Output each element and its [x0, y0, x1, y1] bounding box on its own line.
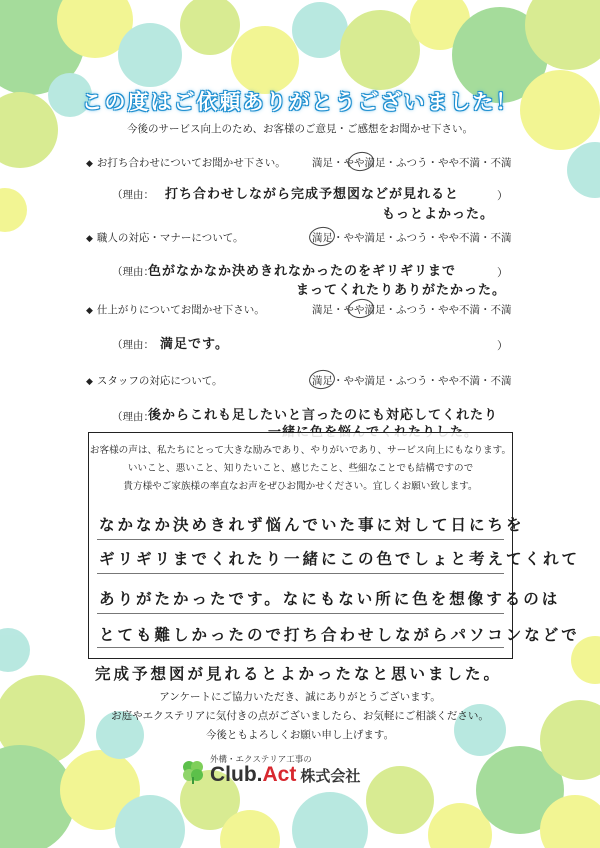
- question-2: [86, 230, 244, 245]
- ruled-line: [97, 573, 504, 574]
- ruled-line: [97, 539, 504, 540]
- question-3: [86, 302, 265, 317]
- question-label: スタッフの対応について。: [96, 375, 223, 387]
- comment-line: とても難しかったので打ち合わせしながらパソコンなどで: [99, 625, 580, 644]
- footer-consult: お庭やエクステリアに気付きの点がございましたら、お気軽にご相談ください。: [111, 710, 489, 722]
- subtitle: 今後のサービス向上のため、お客様のご意見・ご感想をお聞かせ下さい。: [126, 123, 474, 135]
- comment-line: ありがたかったです。なにもない所に色を想像するのは: [99, 589, 561, 608]
- comment-line: 完成予想図が見れるとよかったなと思いました。: [95, 664, 503, 683]
- page-title: この度はご依頼ありがとうございました！: [81, 90, 519, 114]
- comment-box: [88, 432, 581, 659]
- question-label: お打ち合わせについてお聞かせ下さい。: [96, 157, 286, 169]
- rating-scale: 満足・やや満足・ふつう・やや不満・不満: [312, 157, 512, 169]
- question-label: 職人の対応・マナーについて。: [96, 232, 244, 244]
- clover-logo-icon: [180, 759, 206, 785]
- rating-scale: 満足・やや満足・ふつう・やや不満・不満: [312, 375, 512, 387]
- rating-scale: 満足・やや満足・ふつう・やや不満・不満: [312, 232, 512, 244]
- reason-label: （理由：: [112, 339, 154, 351]
- logo-brand: Club.Act 株式会社: [210, 763, 361, 786]
- diamond-bullet-icon: ◆: [86, 306, 93, 316]
- footer-thanks: アンケートにご協力いただき、誠にありがとうございます。: [159, 691, 441, 703]
- reason-text: まってくれたりありがたかった。: [296, 283, 507, 298]
- comment-intro: いいこと、悪いこと、知りたいこと、感じたこと、些細なことでも結構ですので: [127, 463, 474, 474]
- diamond-bullet-icon: ◆: [86, 377, 93, 387]
- comment-line: なかなか決めきれず悩んでいた事に対して日にちを: [99, 515, 525, 534]
- reason-text: 満足です。: [160, 337, 229, 352]
- question-4: [86, 373, 223, 388]
- comment-intro: 貴方様やご家族様の率直なお声をぜひお聞かせください。宜しくお願い致します。: [123, 481, 478, 492]
- reason-label: （理由：: [112, 189, 154, 201]
- diamond-bullet-icon: ◆: [86, 159, 93, 169]
- diamond-bullet-icon: ◆: [86, 234, 93, 244]
- comment-intro: お客様の声は、私たちにとって大きな励みであり、やりがいであり、サービス向上にもなります。: [89, 445, 512, 456]
- comment-line: ギリギリまでくれたり一緒にこの色でしょと考えてくれて: [99, 549, 581, 568]
- reason-label: （理由：: [112, 266, 154, 278]
- reason-text: 後からこれも足したいと言ったのにも対応してくれたり: [148, 408, 499, 423]
- reason-label: （理由：: [112, 411, 154, 423]
- reason-text: 色がなかなか決めきれなかったのをギリギリまで: [148, 264, 457, 279]
- question-label: 仕上がりについてお聞かせ下さい。: [96, 304, 265, 316]
- reason-close: ）: [497, 266, 508, 279]
- ruled-line: [97, 647, 504, 648]
- ruled-line: [97, 613, 504, 614]
- logo-tagline: 外構・エクステリア工事の: [210, 755, 312, 765]
- reason-close: ）: [497, 189, 508, 202]
- footer-regards: 今後ともよろしくお願い申し上げます。: [205, 729, 395, 741]
- rating-scale: 満足・やや満足・ふつう・やや不満・不満: [312, 304, 512, 316]
- question-1: [86, 155, 286, 170]
- reason-text: もっとよかった。: [382, 207, 495, 222]
- reason-close: ）: [497, 339, 508, 352]
- reason-text: 打ち合わせしながら完成予想図などが見れると: [165, 187, 460, 202]
